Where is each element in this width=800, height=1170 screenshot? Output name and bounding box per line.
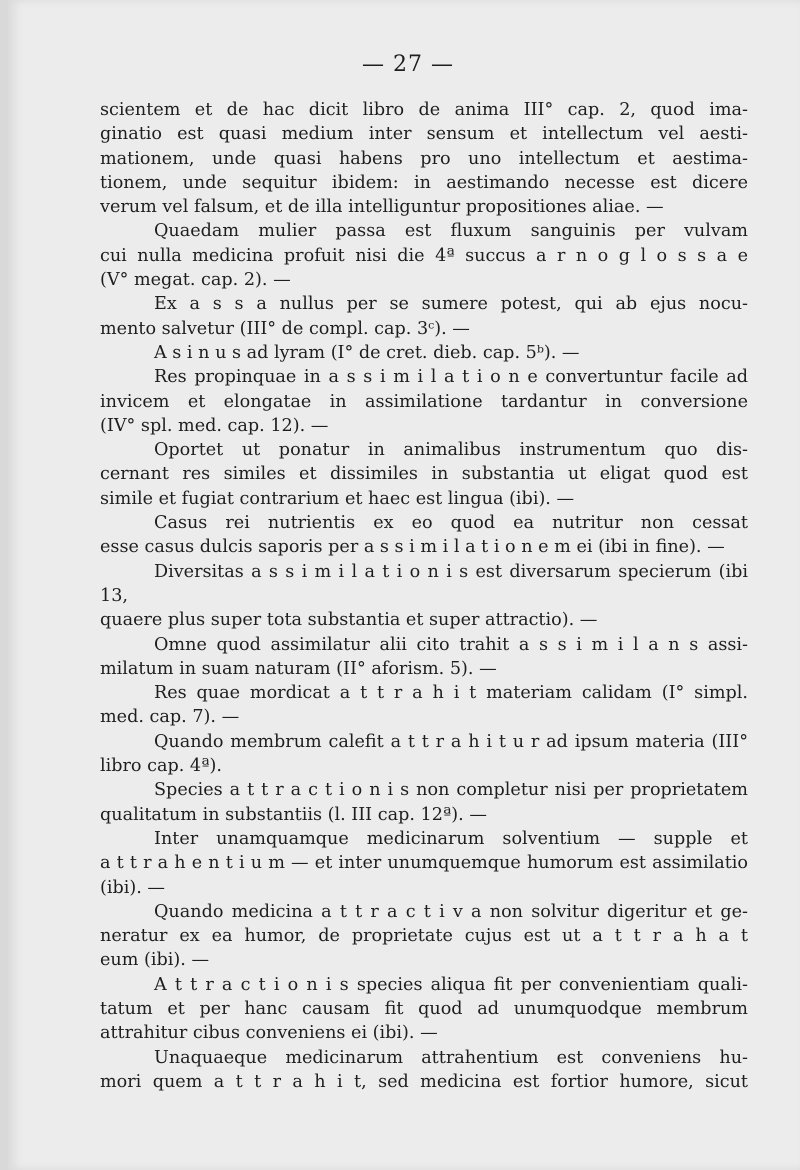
text-line: esse casus dulcis saporis per a s s i m i l a t i o n e m ei (ibi in fine). — — [100, 537, 725, 558]
text-line: (ibi). — — [100, 877, 166, 898]
text-line: a t t r a h e n t i u m — et inter unumquemque humorum est assimilatio — [100, 853, 748, 874]
text-line: tionem, unde sequitur ibidem: in aestimando necesse est dicere — [100, 172, 748, 193]
text-line: invicem et elongatae in assimilatione tardantur in conversione — [100, 391, 748, 412]
text-line: Casus rei nutrientis ex eo quod ea nutritur non cessat — [154, 513, 748, 534]
text-line: (V° megat. cap. 2). — — [100, 270, 291, 291]
text-line: A s i n u s ad lyram (I° de cret. dieb. cap. 5ᵇ). — — [154, 342, 580, 363]
book-page — [8, 0, 800, 1170]
text-line: libro cap. 4ª). — [100, 756, 222, 777]
text-line: cui nulla medicina profuit nisi die 4ª succus a r n o g l o s s a e — [100, 245, 748, 266]
text-line: Diversitas a s s i m i l a t i o n i s est diversarum specierum (ibi 13, — [100, 561, 748, 606]
page-number: — 27 — — [362, 52, 454, 77]
text-line: simile et fugiat contrarium et haec est lingua (ibi). — — [100, 488, 575, 509]
text-line: Quando membrum calefit a t t r a h i t u r ad ipsum materia (III° — [154, 731, 748, 752]
text-line: mento salvetur (III° de compl. cap. 3ᶜ). — — [100, 318, 470, 339]
text-line: (IV° spl. med. cap. 12). — — [100, 415, 329, 436]
text-line: Ex a s s a nullus per se sumere potest, qui ab ejus nocu- — [154, 294, 748, 315]
text-line: Res propinquae in a s s i m i l a t i o n e convertuntur facile ad — [154, 367, 748, 388]
text-line: qualitatum in substantiis (l. III cap. 12ª). — — [100, 804, 487, 825]
text-line: Res quae mordicat a t t r a h i t materiam calidam (I° simpl. — [154, 683, 748, 704]
text-line: tatum et per hanc causam fit quod ad unumquodque membrum — [100, 998, 748, 1019]
text-line: neratur ex ea humor, de proprietate cujus est ut a t t r a h a t — [100, 926, 748, 947]
text-line: Species a t t r a c t i o n i s non completur nisi per proprietatem — [154, 780, 748, 801]
text-line: Oportet ut ponatur in animalibus instrumentum quo dis- — [154, 440, 748, 461]
body-text — [100, 98, 748, 1094]
text-line: eum (ibi). — — [100, 950, 210, 971]
text-line: A t t r a c t i o n i s species aliqua fit per convenientiam quali- — [154, 974, 748, 995]
text-line: attrahitur cibus conveniens ei (ibi). — — [100, 1023, 438, 1044]
text-line: Unaquaeque medicinarum attrahentium est conveniens hu- — [154, 1047, 748, 1068]
text-line: Quando medicina a t t r a c t i v a non solvitur digeritur et ge- — [154, 901, 748, 922]
text-line: scientem et de hac dicit libro de anima III° cap. 2, quod ima- — [100, 100, 748, 120]
text-line: quaere plus super tota substantia et super attractio). — — [100, 610, 598, 631]
text-line: mationem, unde quasi habens pro uno intellectum et aestima- — [100, 148, 748, 169]
text-line: med. cap. 7). — — [100, 707, 240, 728]
text-line: Omne quod assimilatur alii cito trahit a s s i m i l a n s assi- — [154, 634, 748, 655]
text-line: cernant res similes et dissimiles in substantia ut eligat quod est — [100, 464, 748, 485]
text-line: mori quem a t t r a h i t, sed medicina est fortior humore, sicut — [100, 1071, 748, 1092]
text-line: milatum in suam naturam (II° aforism. 5). — — [100, 658, 497, 679]
text-line: verum vel falsum, et de illa intelliguntur propositiones aliae. — — [100, 197, 664, 218]
text-line: Quaedam mulier passa est fluxum sanguinis per vulvam — [154, 221, 748, 242]
text-line: Inter unamquamque medicinarum solventium — supple et — [154, 828, 748, 849]
text-line: ginatio est quasi medium inter sensum et intellectum vel aesti- — [100, 124, 748, 145]
